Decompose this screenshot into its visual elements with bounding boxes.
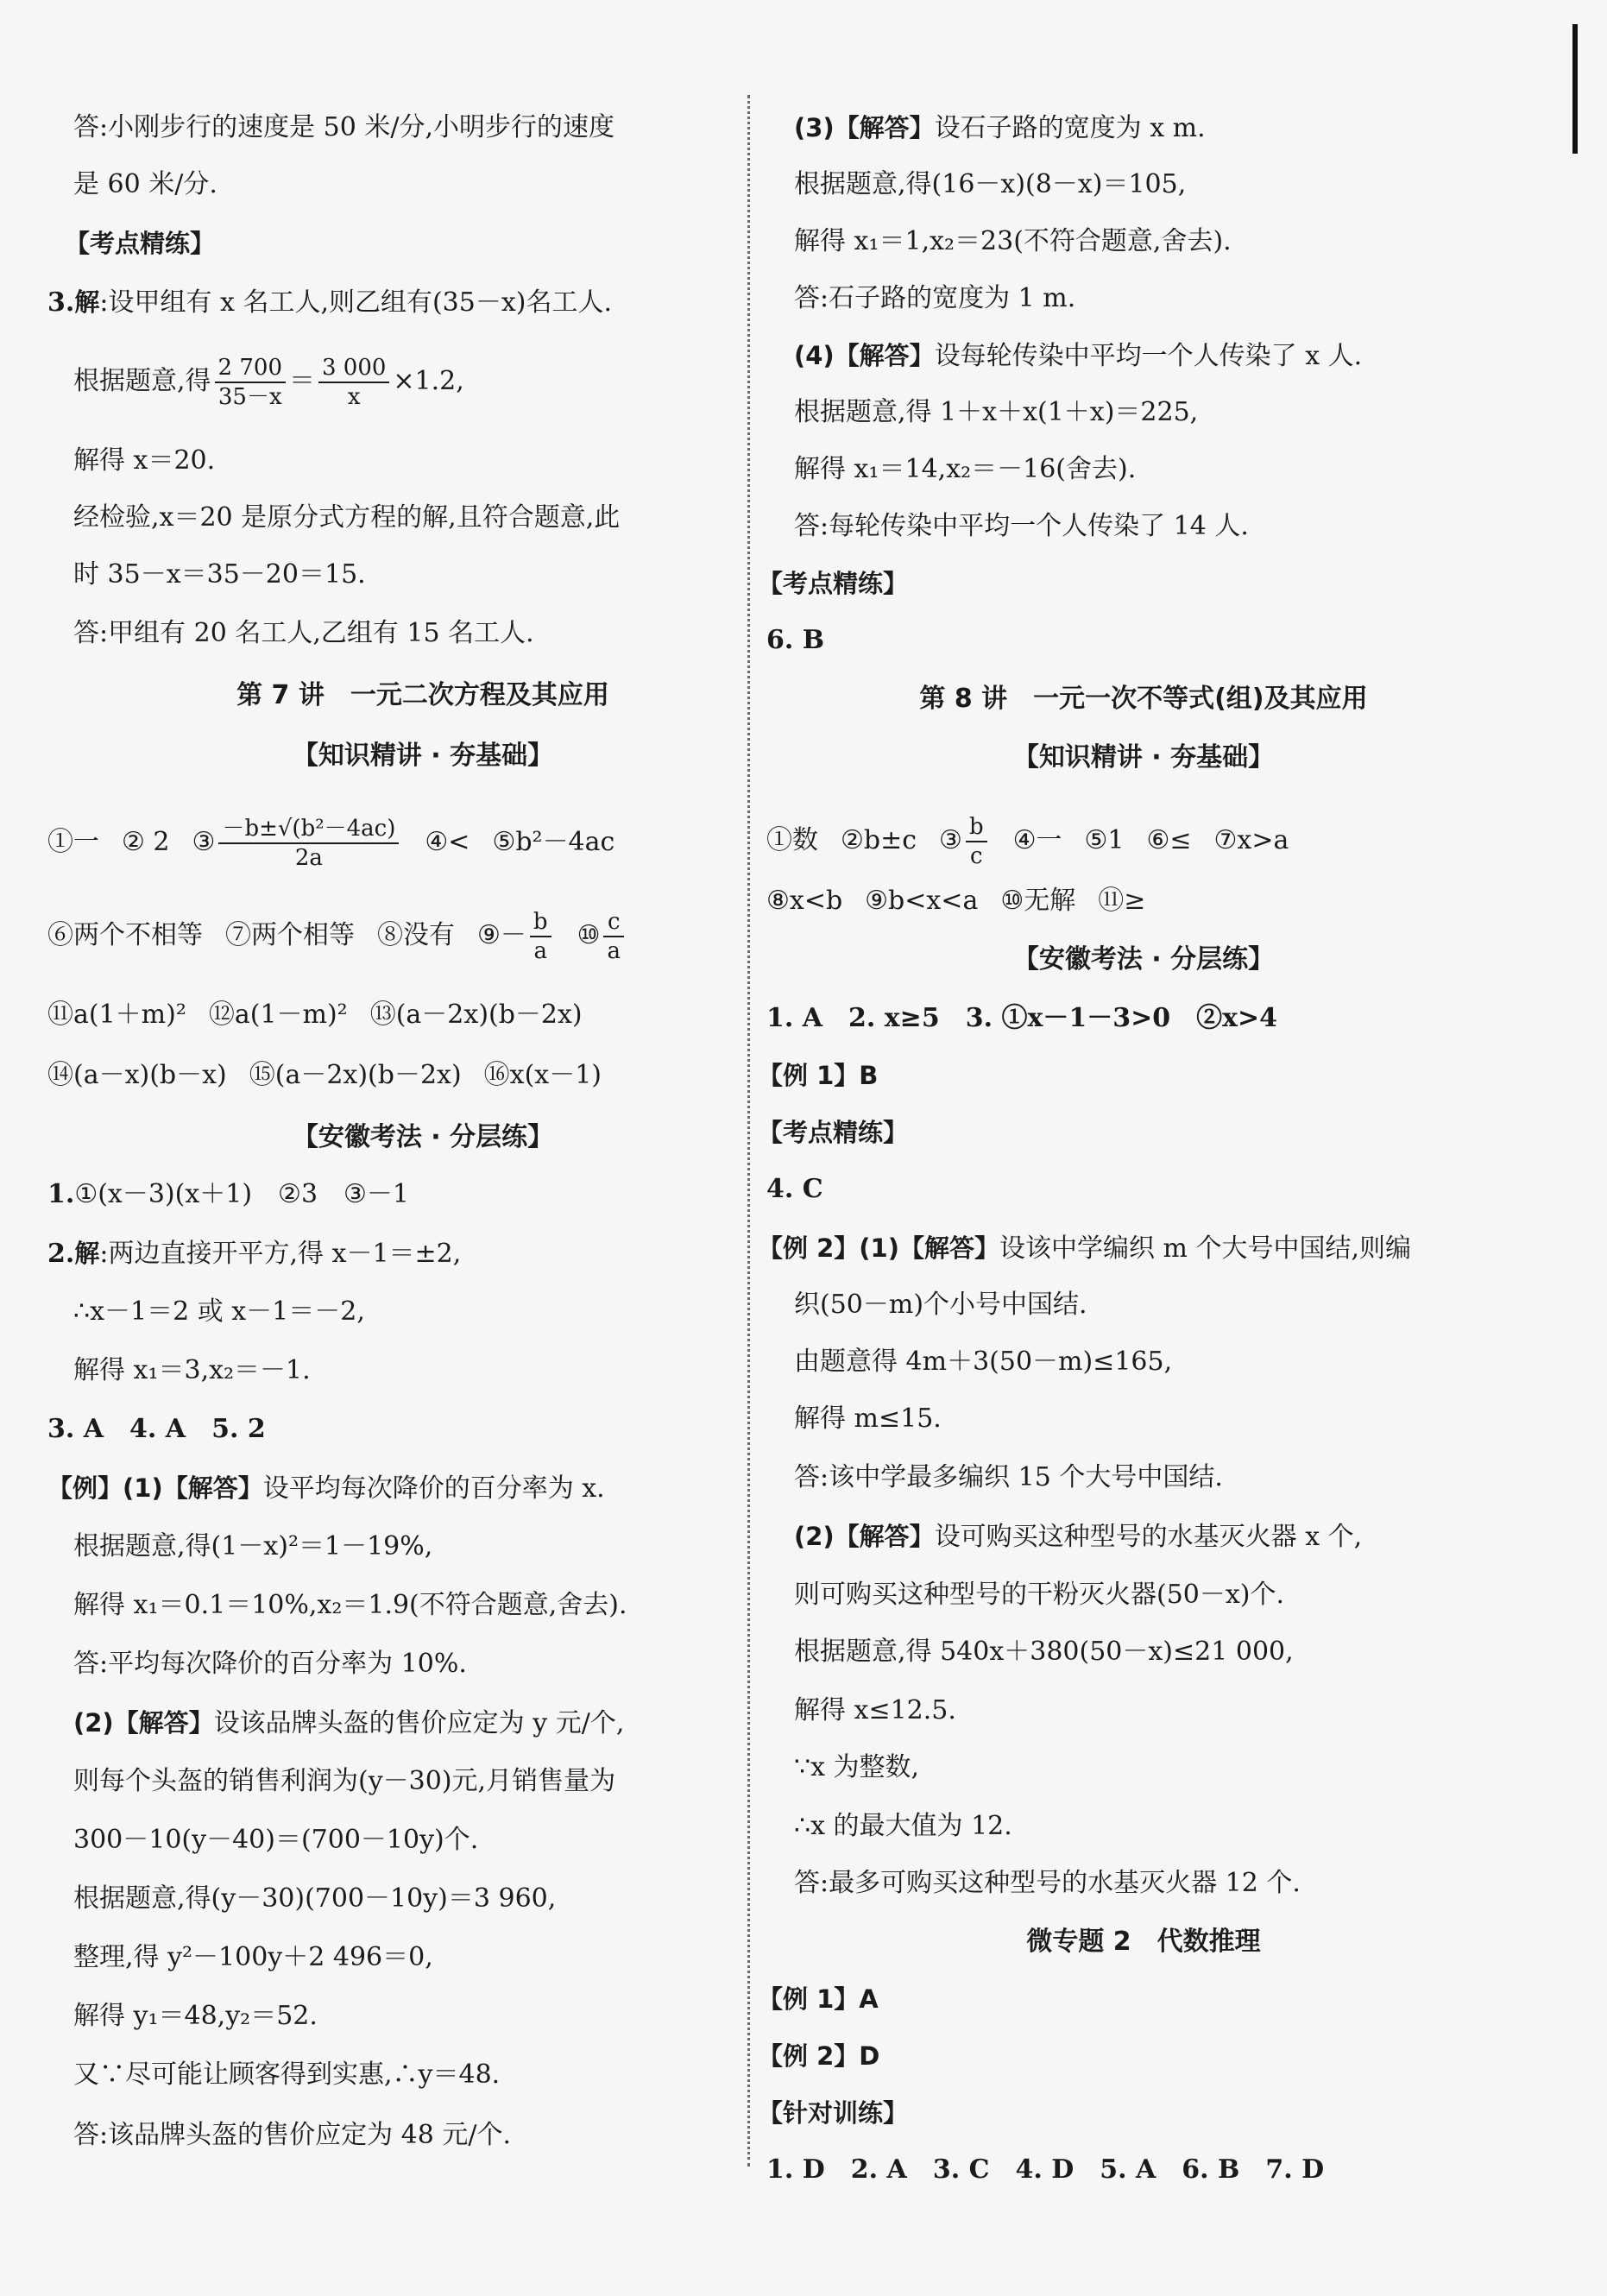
- solution-line: 解得 x₁＝3,x₂＝－1.: [73, 1355, 311, 1385]
- fraction-numerator: －b±√(b²－4ac): [218, 815, 399, 844]
- knowledge-item: ② 2: [122, 827, 170, 857]
- fraction-denominator: x: [347, 384, 361, 410]
- solution-line: 解得 x₁＝14,x₂＝－16(舍去).: [794, 454, 1137, 484]
- knowledge-item: ⑤b²－4ac: [492, 827, 615, 857]
- knowledge-item: ⑦两个相等: [225, 920, 355, 950]
- knowledge-item: ⑭(a－x)(b－x): [47, 1060, 227, 1090]
- training-answers: 1. D 2. A 3. C 4. D 5. A 6. B 7. D: [766, 2154, 1325, 2185]
- solution-line: 根据题意,得(y－30)(700－10y)＝3 960,: [73, 1883, 557, 1914]
- fraction-numerator: 2 700: [215, 354, 286, 383]
- knowledge-item: ⑦x>a: [1213, 825, 1289, 855]
- knowledge-item: ⑩无解: [1000, 886, 1076, 916]
- solution-line: 根据题意,得(16－x)(8－x)＝105,: [794, 169, 1187, 199]
- fraction-numerator: c: [603, 908, 624, 937]
- solution-line: 根据题意,得 1＋x＋x(1＋x)＝225,: [794, 397, 1199, 427]
- answer-line: 是 60 米/分.: [73, 169, 217, 199]
- equation-prefix: 根据题意,得: [73, 366, 211, 396]
- knowledge-item: ⑮(a－2x)(b－2x): [249, 1060, 462, 1090]
- solution-line: 解得 x＝20.: [73, 445, 216, 476]
- section-heading: 【知识精讲 · 夯基础】: [1012, 742, 1275, 773]
- section-heading: 【考点精练】: [65, 229, 216, 258]
- example-text: 设可购买这种型号的水基灭火器 x 个,: [934, 1522, 1363, 1552]
- fraction: [603, 908, 624, 965]
- section-heading: 【针对训练】: [758, 2098, 909, 2128]
- fraction-denominator: 2a: [294, 845, 323, 871]
- lecture-8-title: 第 8 讲 一元一次不等式(组)及其应用: [919, 684, 1368, 714]
- example-1-answer: 【例 1】A: [758, 1984, 879, 2014]
- knowledge-item: ⑨b<x<a: [865, 886, 979, 916]
- fraction: [318, 354, 389, 411]
- check-line: 时 35－x＝35－20＝15.: [73, 559, 366, 590]
- solution-line: 解得 x₁＝0.1＝10%,x₂＝1.9(不符合题意,舍去).: [73, 1590, 627, 1620]
- example-2-answer: 【例 2】D: [758, 2041, 880, 2071]
- answer-label: (2)【解答】: [794, 1522, 935, 1551]
- example-line: [794, 110, 1206, 146]
- practice-2: [47, 1236, 461, 1271]
- answer-label: 【例 2】(1)【解答】: [758, 1233, 999, 1263]
- example-text: 设石子路的宽度为 x m.: [934, 113, 1206, 143]
- fraction-numerator: 3 000: [318, 354, 389, 383]
- fraction-denominator: a: [533, 938, 547, 964]
- fraction: [966, 813, 987, 870]
- lecture-7-title: 第 7 讲 一元二次方程及其应用: [236, 680, 609, 710]
- knowledge-item: ⑥两个不相等: [47, 920, 203, 950]
- check-line: 经检验,x＝20 是原分式方程的解,且符合题意,此: [73, 502, 621, 533]
- fraction-denominator: a: [607, 938, 621, 964]
- practice-1-3: 1. A 2. x≥5 3. ①x－1－3>0 ②x>4: [766, 1003, 1278, 1033]
- answer-line: 答:该品牌头盔的售价应定为 48 元/个.: [73, 2120, 511, 2150]
- knowledge-item: ⑨－: [477, 920, 526, 950]
- knowledge-item: ⑪a(1＋m)²: [47, 1000, 186, 1030]
- answer-line: 答:甲组有 20 名工人,乙组有 15 名工人.: [73, 618, 534, 648]
- knowledge-item: ③: [939, 825, 962, 855]
- quadratic-formula: [218, 815, 399, 872]
- example-text: 设每轮传染中平均一个人传染了 x 人.: [934, 341, 1363, 371]
- answer-6: 6. B: [766, 625, 825, 655]
- section-heading: 【安徽考法 · 分层练】: [1012, 944, 1275, 975]
- example-text: 设该品牌头盔的售价应定为 y 元/个,: [213, 1708, 625, 1738]
- answer-line: 答:石子路的宽度为 1 m.: [794, 283, 1076, 313]
- answer-4: 4. C: [766, 1174, 823, 1204]
- knowledge-item: ⑧没有: [377, 920, 455, 950]
- solution-line: 又∵尽可能让顾客得到实惠,∴y＝48.: [73, 2059, 501, 2090]
- problem-number: 3.: [47, 287, 75, 318]
- knowledge-item: ①数: [766, 825, 818, 855]
- knowledge-item: ⑪≥: [1098, 886, 1146, 916]
- solution-line: 解得 y₁＝48,y₂＝52.: [73, 2001, 318, 2031]
- answer-label: (4)【解答】: [794, 341, 935, 370]
- fraction: [215, 354, 286, 411]
- section-heading: 【考点精练】: [758, 1118, 909, 1147]
- solution-label: 解: [74, 287, 100, 317]
- equals-sign: ＝: [288, 366, 315, 396]
- equation-line: [73, 354, 464, 411]
- knowledge-item: ③: [192, 827, 216, 857]
- practice-3-5: 3. A 4. A 5. 2: [47, 1414, 266, 1444]
- answer-line: 答:小刚步行的速度是 50 米/分,小明步行的速度: [73, 112, 614, 142]
- problem-text: :设甲组有 x 名工人,则乙组有(35－x)名工人.: [99, 287, 613, 318]
- section-heading: 【安徽考法 · 分层练】: [292, 1122, 554, 1152]
- equation-suffix: ×1.2,: [393, 366, 464, 396]
- fraction-numerator: b: [966, 813, 987, 842]
- fraction: [530, 908, 551, 965]
- micro-topic-title: 微专题 2 代数推理: [1026, 1927, 1261, 1957]
- fraction-denominator: c: [970, 843, 983, 869]
- fraction-denominator: 35－x: [217, 384, 282, 410]
- knowledge-item: ①一: [47, 827, 99, 857]
- answer-line: 答:每轮传染中平均一个人传染了 14 人.: [794, 511, 1249, 541]
- knowledge-item: ⑤1: [1084, 825, 1125, 855]
- example-text: 设该中学编织 m 个大号中国结,则编: [999, 1233, 1412, 1264]
- knowledge-row-1: [766, 813, 1289, 870]
- solution-line: 300－10(y－40)＝(700－10y)个.: [73, 1825, 479, 1855]
- answer-label: (2)【解答】: [73, 1708, 214, 1738]
- knowledge-item: ⑩: [577, 920, 601, 950]
- example-text: 设平均每次降价的百分率为 x.: [262, 1473, 605, 1504]
- knowledge-item: ④<: [425, 827, 470, 857]
- example-line: [47, 1471, 605, 1506]
- problem-3-line: [47, 285, 612, 320]
- answer-label: (3)【解答】: [794, 113, 935, 142]
- example-line: [73, 1706, 624, 1741]
- knowledge-item: ⑥≤: [1146, 825, 1192, 855]
- solution-line: 解得 x≤12.5.: [794, 1695, 956, 1725]
- problem-text: ①(x－3)(x＋1) ②3 ③－1: [74, 1179, 410, 1209]
- example-label: 【例】: [47, 1473, 123, 1503]
- solution-line: 根据题意,得 540x＋380(50－x)≤21 000,: [794, 1637, 1294, 1667]
- knowledge-item: ⑫a(1－m)²: [208, 1000, 348, 1030]
- solution-line: 根据题意,得(1－x)²＝1－19%,: [73, 1531, 433, 1561]
- knowledge-item: ⑯x(x－1): [483, 1060, 602, 1090]
- example-line: [794, 338, 1362, 374]
- solution-line: 解得 m≤15.: [794, 1403, 942, 1434]
- solution-line: ∵x 为整数,: [794, 1752, 920, 1782]
- page-edge-bar: [1572, 24, 1578, 154]
- solution-line: ∴x 的最大值为 12.: [794, 1811, 1012, 1841]
- knowledge-item: ⑧x<b: [766, 886, 843, 916]
- example-line: [794, 1519, 1362, 1555]
- problem-number: 1.: [47, 1179, 75, 1209]
- solution-line: 则每个头盔的销售利润为(y－30)元,月销售量为: [73, 1766, 616, 1796]
- section-heading: 【考点精练】: [758, 569, 909, 598]
- knowledge-row-1: [47, 815, 614, 872]
- problem-number: 2.: [47, 1239, 75, 1269]
- knowledge-row-3: [47, 998, 583, 1032]
- solution-line: 则可购买这种型号的干粉灭火器(50－x)个.: [794, 1580, 1285, 1610]
- answer-label: (1)【解答】: [123, 1473, 263, 1503]
- example-line: [758, 1231, 1411, 1266]
- knowledge-item: ②b±c: [841, 825, 917, 855]
- solution-line: ∴x－1＝2 或 x－1＝－2,: [73, 1296, 365, 1327]
- fraction-numerator: b: [530, 908, 551, 937]
- practice-1: [47, 1177, 409, 1212]
- knowledge-row-2: [47, 908, 627, 965]
- knowledge-item: ④一: [1012, 825, 1062, 855]
- answer-line: 答:该中学最多编织 15 个大号中国结.: [794, 1462, 1223, 1492]
- knowledge-row-2: [766, 884, 1145, 918]
- example-1-answer: 【例 1】B: [758, 1061, 879, 1090]
- problem-text: :两边直接开平方,得 x－1＝±2,: [99, 1239, 462, 1269]
- solution-line: 织(50－m)个小号中国结.: [794, 1290, 1087, 1320]
- knowledge-row-4: [47, 1058, 602, 1093]
- section-heading: 【知识精讲 · 夯基础】: [292, 741, 554, 771]
- solution-line: 解得 x₁＝1,x₂＝23(不符合题意,舍去).: [794, 226, 1232, 256]
- solution-line: 整理,得 y²－100y＋2 496＝0,: [73, 1942, 433, 1972]
- knowledge-item: ⑬(a－2x)(b－2x): [369, 1000, 583, 1030]
- answer-line: 答:平均每次降价的百分率为 10%.: [73, 1649, 467, 1679]
- answer-line: 答:最多可购买这种型号的水基灭火器 12 个.: [794, 1868, 1301, 1898]
- solution-line: 由题意得 4m＋3(50－m)≤165,: [794, 1347, 1173, 1377]
- solution-label: 解: [74, 1239, 100, 1268]
